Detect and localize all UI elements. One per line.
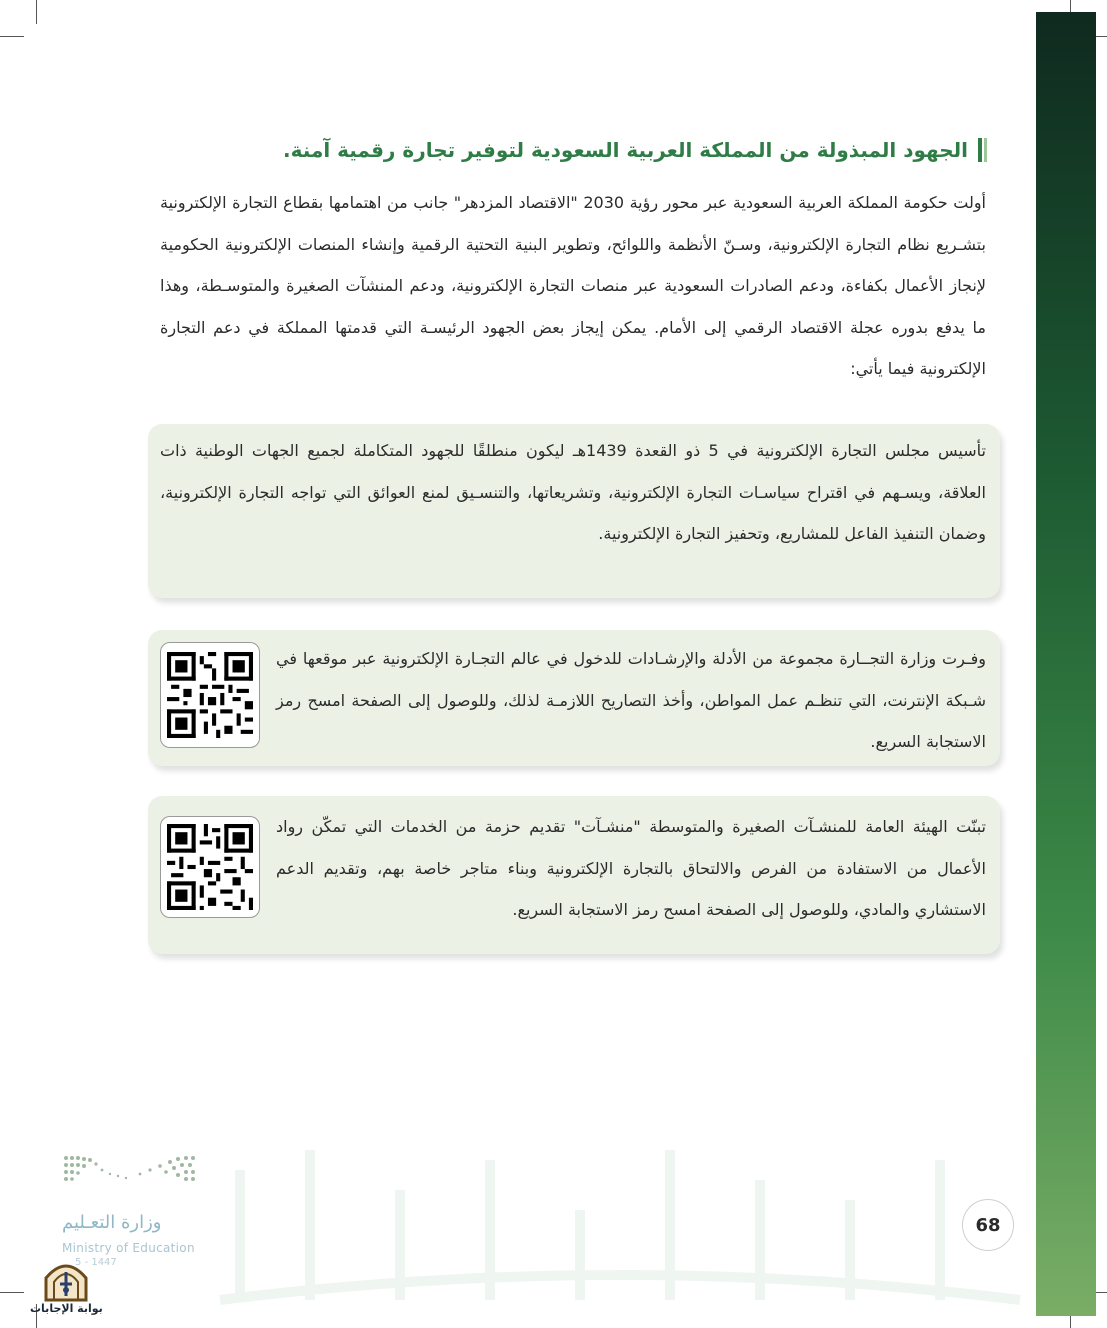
heading-marker-icon — [978, 138, 987, 162]
calligraphy-watermark — [200, 1130, 1030, 1310]
intro-paragraph: أولت حكومة المملكة العربية السعودية عبر محور رؤية 2030 "الاقتصاد المزدهر" جانب من اهتمامها بقطاع التجارة الإلكترونية بتشـريع نظام التجارة الإلكترونية، وسـنّ الأنظمة واللوائح، وتطوير البنية التحتية الرقمية وإنشاء المنصات الإلكترونية الحكومية لإنجاز الأعمال بكفاءة، ودعم الصادرات السعودية عبر منصات التجارة الإلكترونية، ودعم المنشآت الصغيرة والمتوسـطة، وهذا ما يدفع بدوره عجلة الاقتصاد الرقمي إلى الأمام. يمكن إيجاز بعض الجهود الرئيسـة التي قدمتها المملكة في دعم التجارة الإلكترونية فيما يأتي: — [160, 193, 986, 378]
qr-code-frame[interactable] — [160, 642, 260, 748]
info-box-text: تأسيس مجلس التجارة الإلكترونية في 5 ذو القعدة 1439هـ ليكون منطلقًا للجهود المتكاملة لجميع الجهات الوطنية ذات العلاقة، ويسـهم في اقتراح سياسـات التجارة الإلكترونية، وتشريعاتها، والتنسـيق لمنع العوائق التي تواجه التجارة الإلكترونية، وضمان التنفيذ الفاعل للمشاريع، وتحفيز التجارة الإلكترونية. — [160, 441, 986, 543]
qr-code-icon — [167, 652, 253, 738]
ministry-logo-icon — [60, 1152, 200, 1212]
qr-code-frame[interactable] — [160, 816, 260, 918]
ministry-name-arabic: وزارة التعـليم — [62, 1212, 162, 1233]
crop-mark — [0, 36, 24, 37]
page-number: 68 — [962, 1199, 1014, 1251]
crop-mark — [36, 0, 37, 24]
info-box-text: وفـرت وزارة التجــارة مجموعة من الأدلة والإرشـادات للدخول في عالم التجـارة الإلكترونية عبر موقعها في شـبكة الإنترنت، التي تنظـم عمل المواطن، وأخذ التصاريح اللازمـة لذلك، وللوصول إلى الصفحة امسح رمز الاستجابة السريع. — [276, 649, 986, 751]
qr-code-icon — [167, 824, 253, 910]
site-label: بوابة الإجابات — [30, 1302, 103, 1315]
info-box-council — [148, 424, 1000, 598]
ministry-name-english: Ministry of Education — [62, 1241, 195, 1255]
side-color-band — [1036, 12, 1096, 1316]
info-box-text: تبنّت الهيئة العامة للمنشـآت الصغيرة والمتوسطة "منشـآت" تقديم حزمة من الخدمات التي تمكّن رواد الأعمال من الاستفادة من الفرص والالتحاق بالتجارة الإلكترونية وبناء متاجر خاصة بهم، وتقديم الدعم الاستشاري والمادي، وللوصول إلى الصفحة امسح رمز الاستجابة السريع. — [276, 817, 986, 919]
heading-text: الجهود المبذولة من المملكة العربية السعودية لتوفير تجارة رقمية آمنة. — [283, 138, 968, 162]
section-heading — [227, 138, 987, 162]
ministry-year: 5 - 1447 — [75, 1257, 117, 1268]
info-box-ministry — [148, 630, 1000, 766]
info-box-monshaat — [148, 796, 1000, 954]
crop-mark — [0, 1292, 24, 1293]
